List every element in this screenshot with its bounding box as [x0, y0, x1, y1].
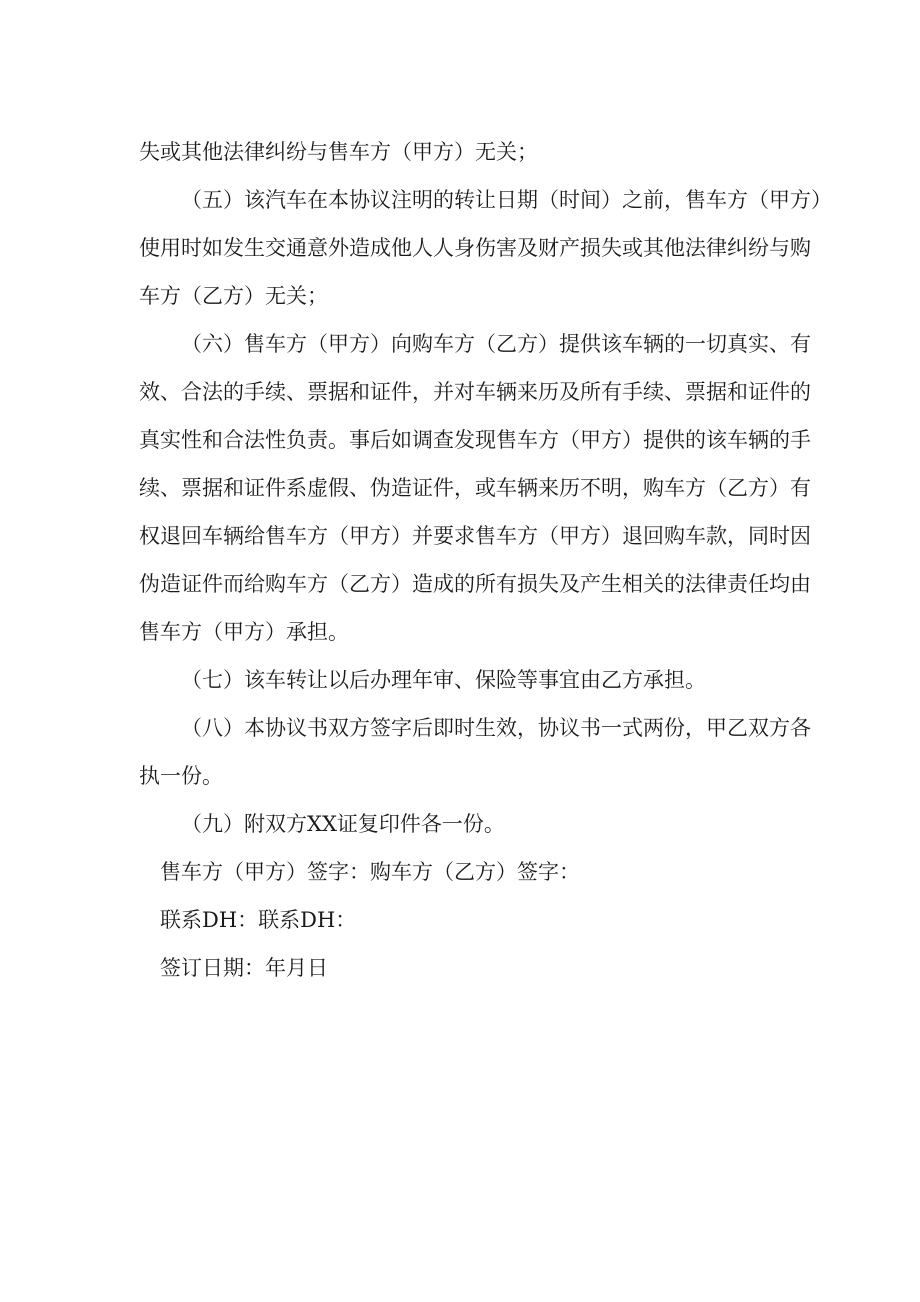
paragraph-line: 使用时如发生交通意外造成他人人身伤害及财产损失或其他法律纠纷与购 [139, 236, 811, 260]
paragraph-line: 伪造证件而给购车方（乙方）造成的所有损失及产生相关的法律责任均由 [139, 572, 811, 596]
paragraph-line: 续、票据和证件系虚假、伪造证件，或车辆来历不明，购车方（乙方）有 [139, 476, 811, 500]
paragraph-line: 失或其他法律纠纷与售车方（甲方）无关； [139, 140, 538, 164]
paragraph-line: （六）售车方（甲方）向购车方（乙方）提供该车辆的一切真实、有 [181, 332, 811, 356]
paragraph-line: 车方（乙方）无关； [139, 284, 328, 308]
paragraph-line: 真实性和合法性负责。事后如调查发现售车方（甲方）提供的该车辆的手 [139, 428, 811, 452]
paragraph-line: 售车方（甲方）承担。 [139, 620, 349, 644]
paragraph-line: （八）本协议书双方签字后即时生效，协议书一式两份，甲乙双方各 [181, 716, 811, 740]
paragraph-line: 效、合法的手续、票据和证件，并对车辆来历及所有手续、票据和证件的 [139, 380, 811, 404]
contact-line: 联系DH：联系DH： [160, 908, 357, 932]
paragraph-line: 执一份。 [139, 764, 223, 788]
paragraph-line: 权退回车辆给售车方（甲方）并要求售车方（甲方）退回购车款，同时因 [139, 524, 811, 548]
paragraph-line: （九）附双方XX证复印件各一份。 [181, 812, 505, 836]
paragraph-line: （七）该车转让以后办理年审、保险等事宜由乙方承担。 [181, 668, 706, 692]
signing-date-line: 签订日期：年月日 [160, 956, 328, 980]
signature-line: 售车方（甲方）签字：购车方（乙方）签字： [160, 860, 580, 884]
paragraph-line: （五）该汽车在本协议注明的转让日期（时间）之前，售车方（甲方） [181, 188, 832, 212]
